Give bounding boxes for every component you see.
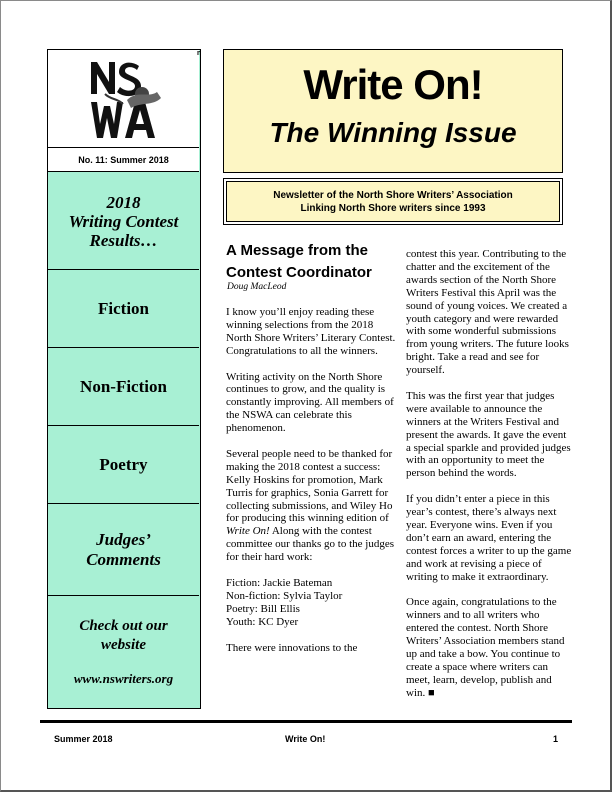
tagline-box: [223, 178, 563, 225]
judge-fiction: Fiction: Jackie Bateman: [226, 576, 333, 589]
sidebar-item-judges-comments[interactable]: [48, 504, 199, 596]
paragraph: This was the first year that judges were available to announce the winners at the Writers Festival and present the awards. It gave the event a special sparkle and provided judges with an opportunity to meet the person behind the words.: [406, 389, 571, 480]
contest-line-3: Results…: [89, 231, 158, 250]
article-byline: Doug MacLeod: [227, 282, 287, 292]
paragraph: I know you’ll enjoy reading these winning selections from the 2018 North Shore Writers’ Literary Contest. Congratulations to all the winners.: [226, 306, 396, 357]
poetry-label: Poetry: [99, 454, 148, 474]
judges-line-1: Judges’: [96, 529, 151, 549]
judge-poetry: Poetry: Bill Ellis: [226, 602, 300, 615]
sidebar-item-contest-results[interactable]: [48, 174, 199, 270]
website-line-2: website: [101, 636, 146, 653]
judge-nonfiction: Non-fiction: Sylvia Taylor: [226, 589, 343, 602]
paragraph: Once again, congratulations to the winners and to all writers who entered the contest. North Shore Writers’ Association members stand up and take a bow. You continue to create a space where writers can meet, learn, develop, publish and win. ■: [406, 596, 565, 699]
paragraph: contest this year. Contributing to the chatter and the excitement of the awards section of the North Shore Writers Festival this April was the sound of young voices. We created a youth category and were rewarded with some wonderful submissions from young writers. The future looks bright. Take a read and see for yourself.: [406, 248, 569, 377]
tagline: [226, 181, 560, 222]
thanks-text: Several people need to be thanked for making the 2018 contest a success: Kelly Hoskins for promotion, Mark Turris for graphics, Sonia Garrett for collecting submissions, and Wiley Ho for producing this winning edition of: [226, 447, 393, 525]
contest-line-2: Writing Contest: [68, 212, 179, 231]
paragraph: If you didn’t enter a piece in this year’s contest, there’s always next year. Everyone wins. Even if you don’t earn an award, entering the contest forces a writer to up the game and work at revising a piece of writing to make it extraordinary.: [406, 493, 572, 583]
judges-list: [226, 577, 398, 629]
sidebar-item-fiction[interactable]: [48, 270, 199, 348]
tagline-line-1: Newsletter of the North Shore Writers’ Association: [273, 189, 513, 201]
sidebar: [47, 49, 201, 709]
footer-season: Summer 2018: [54, 734, 113, 744]
masthead: [223, 49, 563, 173]
paragraph: There were innovations to the: [226, 641, 358, 654]
publication-title: Write On!: [226, 525, 270, 538]
judges-line-2: Comments: [86, 549, 161, 569]
nswa-logo: [87, 54, 165, 142]
issue-subtitle: The Winning Issue: [269, 117, 517, 148]
contest-line-1: 2018: [106, 193, 141, 212]
headline-line-2: Contest Coordinator: [226, 264, 372, 281]
article-column-1: [226, 306, 398, 667]
paragraph: Writing activity on the North Shore continues to grow, and the quality is constantly improving. All members of the NSWA can celebrate this phenomenon.: [226, 370, 394, 435]
footer-rule: [40, 720, 572, 723]
nonfiction-label: Non-Fiction: [80, 376, 167, 396]
footer-title: Write On!: [285, 734, 326, 744]
paragraph-thanks: [226, 448, 398, 564]
article-headline: [226, 240, 396, 284]
sidebar-item-website[interactable]: [48, 596, 199, 708]
tagline-line-2: Linking North Shore writers since 1993: [300, 202, 486, 214]
newsletter-title: Write On!: [303, 61, 483, 108]
website-line-1: Check out our: [79, 617, 168, 634]
judge-youth: Youth: KC Dyer: [226, 615, 299, 628]
thanks-text-end: Along with the contest committee our thanks go to the judges for their hard work:: [226, 525, 395, 564]
website-url-link[interactable]: www.nswriters.org: [73, 670, 174, 686]
logo-box: [48, 50, 202, 148]
sidebar-item-poetry[interactable]: [48, 426, 199, 504]
headline-line-1: A Message from the: [226, 242, 368, 259]
logo-mark: n: [197, 50, 202, 57]
article-column-2: [406, 248, 572, 713]
sidebar-item-nonfiction[interactable]: [48, 348, 199, 426]
issue-number: No. 11: Summer 2018: [48, 148, 199, 172]
fiction-label: Fiction: [98, 298, 149, 318]
page-number: 1: [553, 734, 559, 744]
